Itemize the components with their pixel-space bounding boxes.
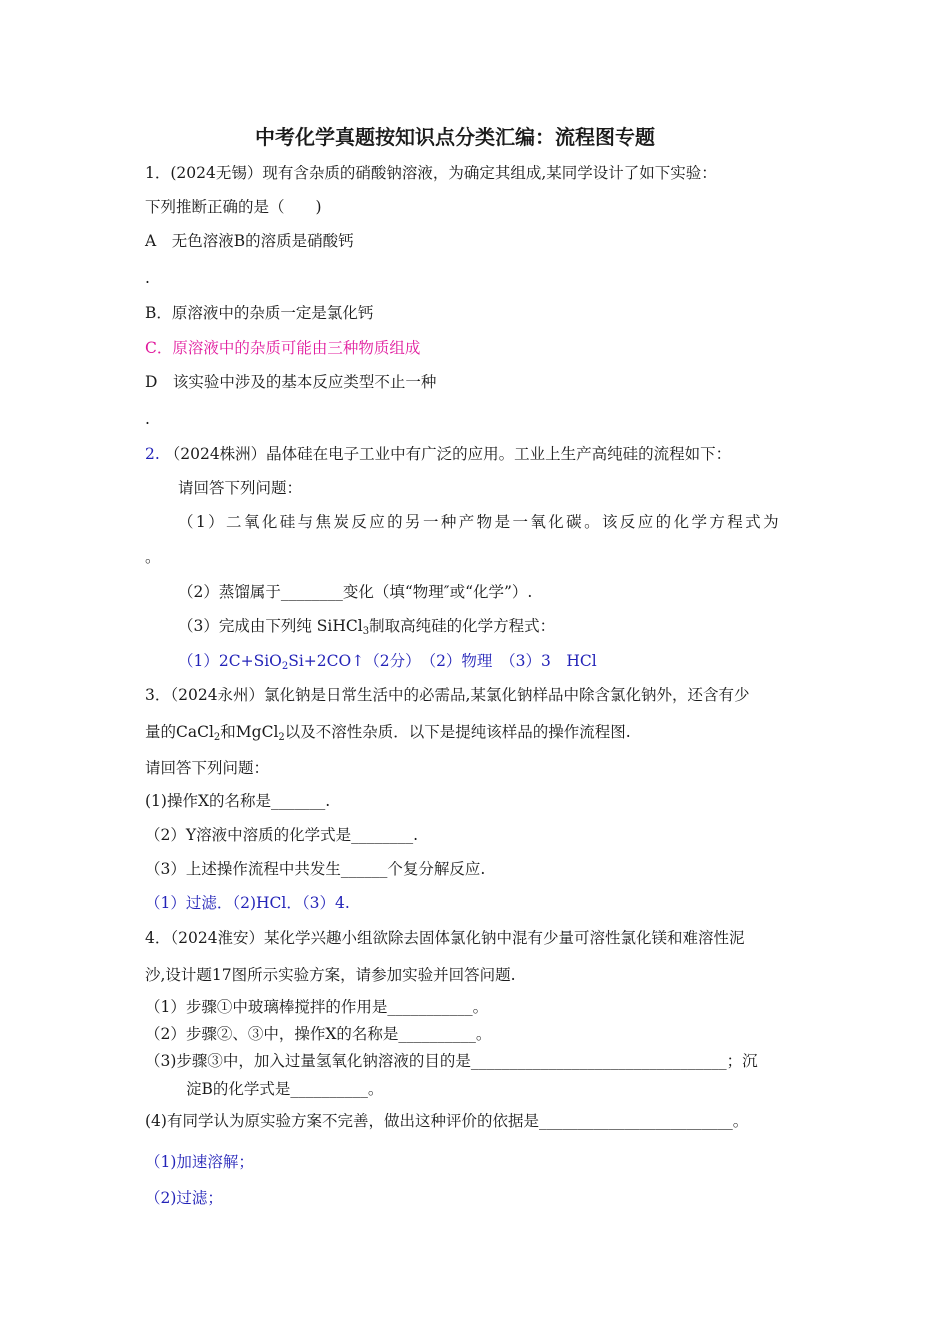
q3-stem2-a: 量的CaCl: [145, 723, 214, 741]
q2-stem: [145, 444, 731, 464]
q2-part2: （2）蒸馏属于________变化（填“物理″或“化学”）.: [178, 583, 533, 601]
page-title: 中考化学真题按知识点分类汇编：流程图专题: [255, 125, 655, 149]
q3-stem2-sub1: 2: [213, 732, 221, 743]
q3-ask: 请回答下列问题：: [145, 759, 270, 777]
q2-answer: [178, 651, 597, 671]
q2-part3-pre: （3）完成由下列纯 SiHCl: [178, 617, 363, 635]
q1-option-a-dot: .: [145, 269, 150, 287]
q3-stem2-b: 和MgCl: [220, 723, 279, 741]
q2-part1-end: 。: [145, 548, 161, 566]
q2-answer-b: Si+2CO↑（2分） （2）物理 （3）3 HCl: [288, 652, 597, 670]
q1-stem: 1．(2024无锡）现有含杂质的硝酸钠溶液，为确定其组成,某同学设计了如下实验：: [145, 164, 717, 182]
q3-stem2-sub2: 2: [278, 732, 285, 743]
q2-part3-post: 制取高纯硅的化学方程式：: [369, 617, 556, 635]
q3-part3: （3）上述操作流程中共发生______个复分解反应.: [145, 860, 486, 878]
q4-part3: （3)步骤③中，加入过量氢氧化钠溶液的目的是_________________________________；沉: [145, 1052, 758, 1070]
q3-stem: 3．（2024永州）氯化钠是日常生活中的必需品,某氯化钠样品中除含氯化钠外，还含有少: [145, 686, 750, 704]
q4-part1: （1）步骤①中玻璃棒搅拌的作用是___________。: [145, 998, 489, 1016]
q4-answer1: （1)加速溶解；: [145, 1153, 254, 1171]
q1-option-b: B．原溶液中的杂质一定是氯化钙: [145, 304, 374, 322]
q2-number: 2.: [145, 445, 160, 463]
q4-part2: （2）步骤②、③中，操作X的名称是__________。: [145, 1025, 492, 1043]
q3-stem-line2: [145, 722, 631, 742]
q2-answer-sub: 2: [281, 661, 289, 672]
q4-stem: 4．（2024淮安）某化学兴趣小组欲除去固体氯化钠中混有少量可溶性氯化镁和难溶性泥: [145, 929, 745, 947]
q3-part2: （2）Y溶液中溶质的化学式是________.: [145, 826, 419, 844]
q4-answer2: （2)过滤；: [145, 1189, 223, 1207]
q2-part1: （1）二氧化硅与焦炭反应的另一种产物是一氧化碳。该反应的化学方程式为: [178, 513, 781, 531]
q2-stem-text: （2024株洲）晶体硅在电子工业中有广泛的应用。工业上生产高纯硅的流程如下：: [164, 445, 732, 463]
q2-answer-a: （1）2C+SiO: [178, 652, 282, 670]
q1-option-c: C．原溶液中的杂质可能由三种物质组成: [145, 339, 421, 357]
q1-option-d-dot: .: [145, 410, 150, 428]
q1-option-d: D 该实验中涉及的基本反应类型不止一种: [145, 373, 437, 391]
q4-part4: (4)有同学认为原实验方案不完善，做出这种评价的依据是_________________________。: [145, 1112, 749, 1130]
q4-stem-line2: 沙,设计题17图所示实验方案，请参加实验并回答问题.: [145, 966, 516, 984]
q2-part3-sub: 3: [362, 626, 370, 637]
q3-stem2-c: 以及不溶性杂质．以下是提纯该样品的操作流程图.: [284, 723, 631, 741]
q2-part3: [178, 616, 555, 636]
q1-prompt: 下列推断正确的是（ ): [145, 198, 322, 216]
q2-ask: 请回答下列问题：: [178, 479, 303, 497]
q3-part1: (1)操作X的名称是_______.: [145, 792, 331, 810]
q1-option-a: A 无色溶液B的溶质是硝酸钙: [145, 232, 354, 250]
q4-part3-line2: 淀B的化学式是__________。: [186, 1080, 384, 1098]
q3-answer: （1）过滤．（2)HCl．（3）4.: [145, 894, 350, 912]
